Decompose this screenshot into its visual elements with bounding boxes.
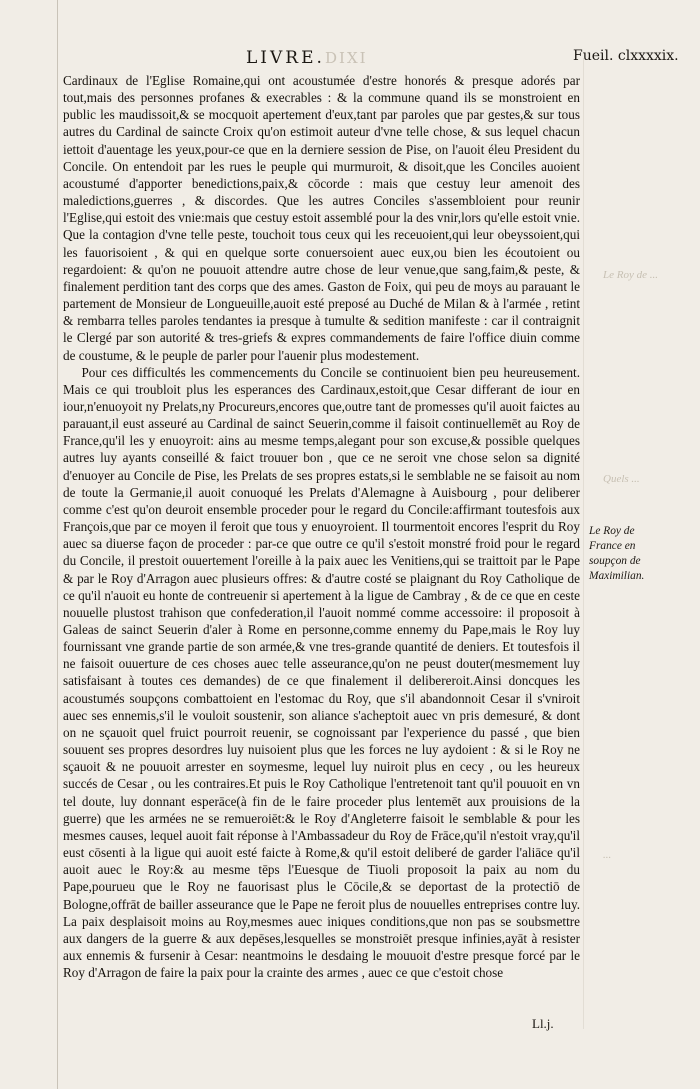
paragraph-2: Pour ces difficultés les commencements du Concile se continuoient bien peu heureusement. Mais ce qui troubloit plus les esperances des Cardinaux,estoit,que Cesar differant de iour en iour,n'enuoyoit ny Prelats,ny Procureurs,encores que,outre tant de promesses qu'il auoit faictes au parauant,il eust asseuré au Cardinal de sainct Seuerin,comme il faisoit continuellemēt au Roy de France,qu'il les y enuoyroit: ains au mesme temps,alegant pour son excuse,& possible quelques autres luy ayants conseillé & faict trouuer bon , que ce ne seroit vne chose selon sa dignité d'enuoyer au Concile de Pise, les Prelats de ses propres estats,si le semblable ne se faisoit au nom de toute la Germanie,il auoit conuoqué les Prelats d'Alemagne à Auisbourg , pour deliberer comme c'est qu'on deuroit ensemble proceder pour le regard du Concile:affirmant toutesfois aux François,que par ce moyen il feroit que tous y enuoyroient. Il tourmentoit encores l'esprit du Roy auec sa diuerse façon de proceder : par-ce que outre ce qu'il s'estoit monstré froid pour le regard du Concile, il prestoit ouuertement l'oreille à la paix auec les Venitiens,qui se traittoit par le Pape & par le Roy d'Arragon auec plusieurs offres: & d'autre costé se plaignant du Roy Catholique de ce qu'il n'auoit eu honte de contreuenir si apertement à la ligue de Cambray , & de ce que en ceste nouuelle plustost trahison que confederation,il l'auoit nommé comme accessoire: il proposoit à Galeas de sainct Seuerin d'aler à Rome en personne,comme ennemy du Pape,mais le Roy luy fournissant vne grande partie de son armée,& vne tres-grande quantité de deniers. Et toutesfois il ne faisoit ouuerture de ces choses auec telle asseurance,qu'on ne peust douter(mesmement luy satisfaisant à toutes ces demandes) de ce que finalement il delibereroit.Ainsi doncques les acoustumés soupçons combattoient en l'estomac du Roy, que s'il abandonnoit Cesar il s'vniroit auec ses ennemis,s'il le vouloit soustenir, son aliance s'acheptoit auec vn pris demesuré, & dont on ne sçauoit quel fruict pourroit reuenir, se cognoissant par l'experience du passé , que bien souuent ses propres desordres luy nuisoient plus que les forces ne luy aydoient : & si le Roy ne sçauoit & ne pouuoit arrester en soymesme, lequel luy nuiroit plus en cecy , ou les heureux succés de Cesar , ou les contraires.Et puis le Roy Catholique l'entretenoit tant qu'il pouuoit en vn tel doute, luy donnant esperāce(à fin de le faire proceder plus lentemēt aux prouisions de la guerre) que les armées ne se remueroiēt:& le Roy d'Angleterre faisoit le semblable & pour les mesmes causes, lequel auoit fait réponse à l'Ambassadeur du Roy de Frāce,qu'il n'estoit vray,qu'il eust cōsenti à la ligue qui auoit esté faicte à Rome,& qu'il estoit deliberé de garder l'aliāce qu'il auoit auec le Roy:& au mesme tēps l'Euesque de Tiuoli proposoit la paix au nom du Pape,pourueu que le Roy ne fauorisast plus le Cōcile,& se deportast de la protectiō de Bologne,offrāt de bailler asseurance que le Pape ne feroit plus de nouuelles entreprises contre luy. La paix desplaisoit moins au Roy,mesmes auec iniques conditions,que non pas se soubsmettre aux dangers de la guerre & aux depēses,lesquelles se monstroiēt presque infinies,ayāt à resister aux ennemis & fursenir à Cesar: neantmoins le desdaing le mouuoit d'estre presque forcé par le Roy d'Arragon de faire la paix pour la crainte des armes , auec ce que c'estoit chose — [63, 364, 580, 981]
signature-mark: Ll.j. — [532, 1016, 554, 1031]
margin-rule — [583, 58, 584, 1029]
main-text — [63, 72, 580, 981]
marginal-note: Le Roy de France en soupçon de Maximilian. — [589, 525, 645, 582]
paragraph-1: Cardinaux de l'Eglise Romaine,qui ont acoustumée d'estre honorés & presque adorés par tout,mais des personnes profanes & execrables : & la commune quand ils se monstroient en public les maudissoit,& se mocquoit apertement d'eux,tant par paroles que par gestes,& sur tous autres du Cardinal de saincte Croix qu'on estimoit auteur d'vne telle chose, & sus lequel chacun iettoit d'auentage les yeux,pour-ce que en la derniere session de Pise, on l'auoit éleu President du Concile. On entendoit par les rues le peuple qui murmuroit, & disoit,que les Conciles auoient acoustumé d'apporter benedictions,paix,& cōcorde : mais que cestuy leur amenoit des maledictions,guerres , & discordes. Que les autres Conciles s'assembloient pour reunir l'Eglise,qui estoit des vnie:mais que cestuy estoit assemblé pour la des vnir,lors qu'elle estoit vnie. Que la contagion d'vne telle peste, touchoit tous ceux qui les receuoient,qui leur obeyssoient,qui les fauorisoient , & qui en quelque sorte conuersoient auec eux,ou bien les écoutoient ou regardoient: & qu'on ne pouuoit attendre autre chose de leur venue,que sang,faim,& peste, & finalement perdition tant des corps que des ames. Gaston de Foix, qui peu de moys au parauant le partement de Monsieur de Longueuille,auoit esté preposé au Duché de Milan & à l'armée , retint & rembarra telles paroles tendantes ia presque à tumulte & sedition manifeste : car il contraignit le Clergé par son autorité & tres-griefs & expres commandements de faire l'office diuin comme de coustume, & le peuple de parler pour l'auenir plus modestement. — [63, 73, 580, 363]
bleed-through-title: DIXI — [325, 49, 368, 67]
bleed-through-note-b: Quels ... — [603, 473, 640, 485]
bleed-through-note-c: ... — [603, 849, 612, 861]
running-title: LIVRE. — [246, 48, 325, 68]
folio-number: Fueil. clxxxxix. — [573, 48, 679, 64]
bleed-through-note-a: Le Roy de ... — [603, 269, 658, 281]
page-header — [60, 42, 680, 68]
page-edge-rule — [57, 0, 58, 1089]
